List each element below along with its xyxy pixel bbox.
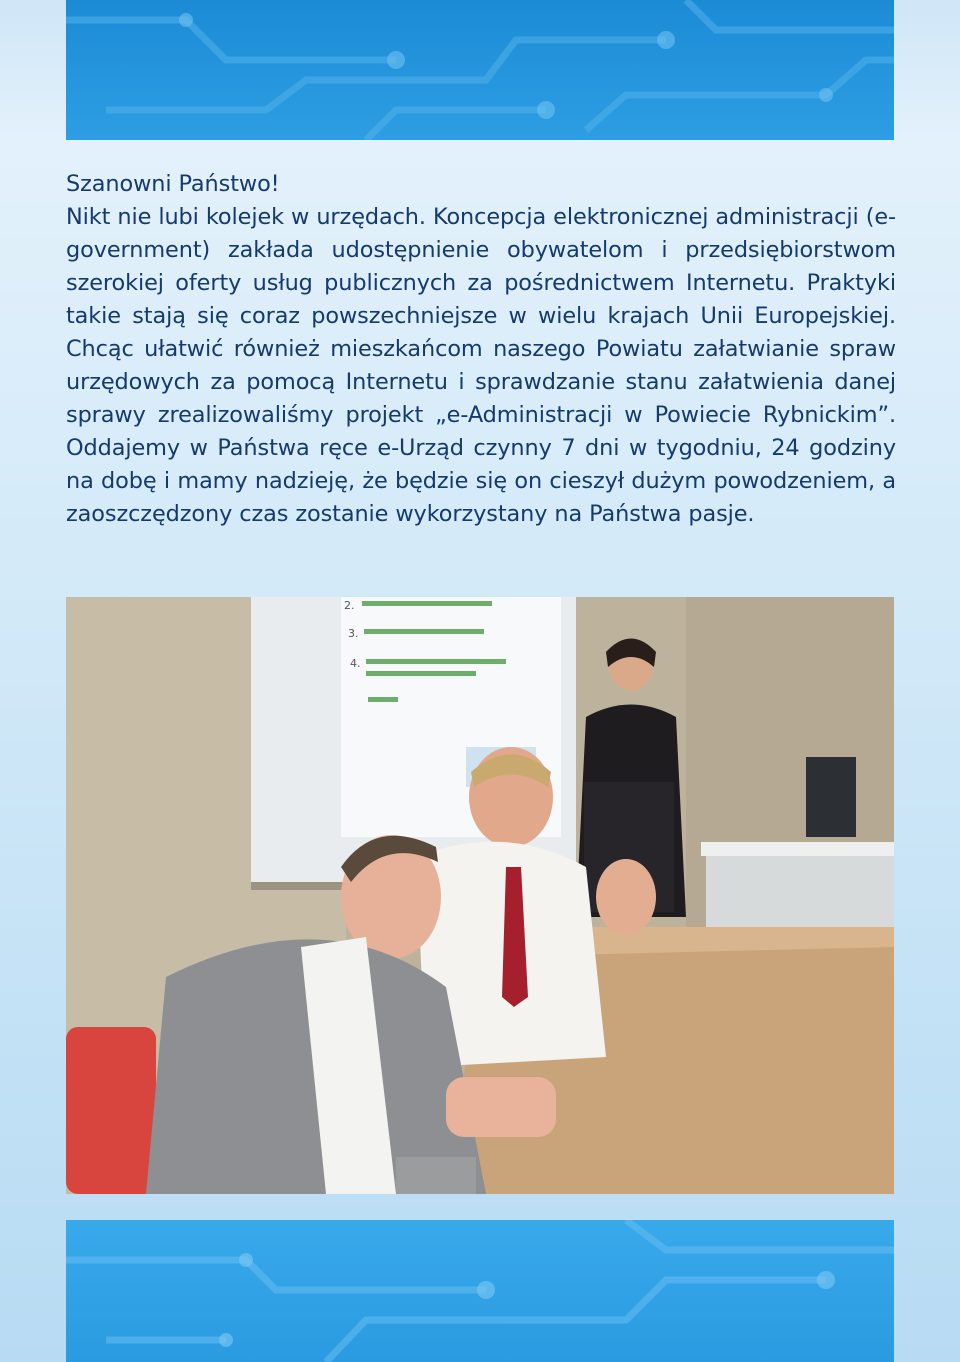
slide-number-3: 3. xyxy=(348,627,359,640)
greeting: Szanowni Państwo! xyxy=(66,171,280,197)
meeting-photo xyxy=(66,597,894,1194)
circuit-pattern-bottom xyxy=(66,1220,894,1362)
circuit-pattern-top xyxy=(66,0,894,140)
letter-text xyxy=(66,168,896,531)
slide-number-4: 4. xyxy=(350,657,361,670)
letter-body: Nikt nie lubi kolejek w urzędach. Koncepcja elektronicznej administracji (e-government) zakłada udostępnienie obywatelom i przedsiębiorstwom szerokiej oferty usług publicznych za pośrednictwem Internetu. Praktyki takie stają się coraz powszechniejsze w wielu krajach Unii Europejskiej. Chcąc ułatwić również mieszkańcom naszego Powiatu załatwianie spraw urzędowych za pomocą Internetu i sprawdzanie stanu załatwienia danej sprawy zrealizowaliśmy projekt „e-Administracji w Powiecie Rybnickim”. Oddajemy w Państwa ręce e-Urząd czynny 7 dni w tygodniu, 24 godziny na dobę i mamy nadzieję, że będzie się on cieszył dużym powodzeniem, a zaoszczędzony czas zostanie wykorzystany na Państwa pasje. xyxy=(66,204,896,527)
bottom-decorative-banner xyxy=(66,1220,894,1362)
slide-number-2: 2. xyxy=(344,599,355,612)
top-decorative-banner xyxy=(66,0,894,140)
